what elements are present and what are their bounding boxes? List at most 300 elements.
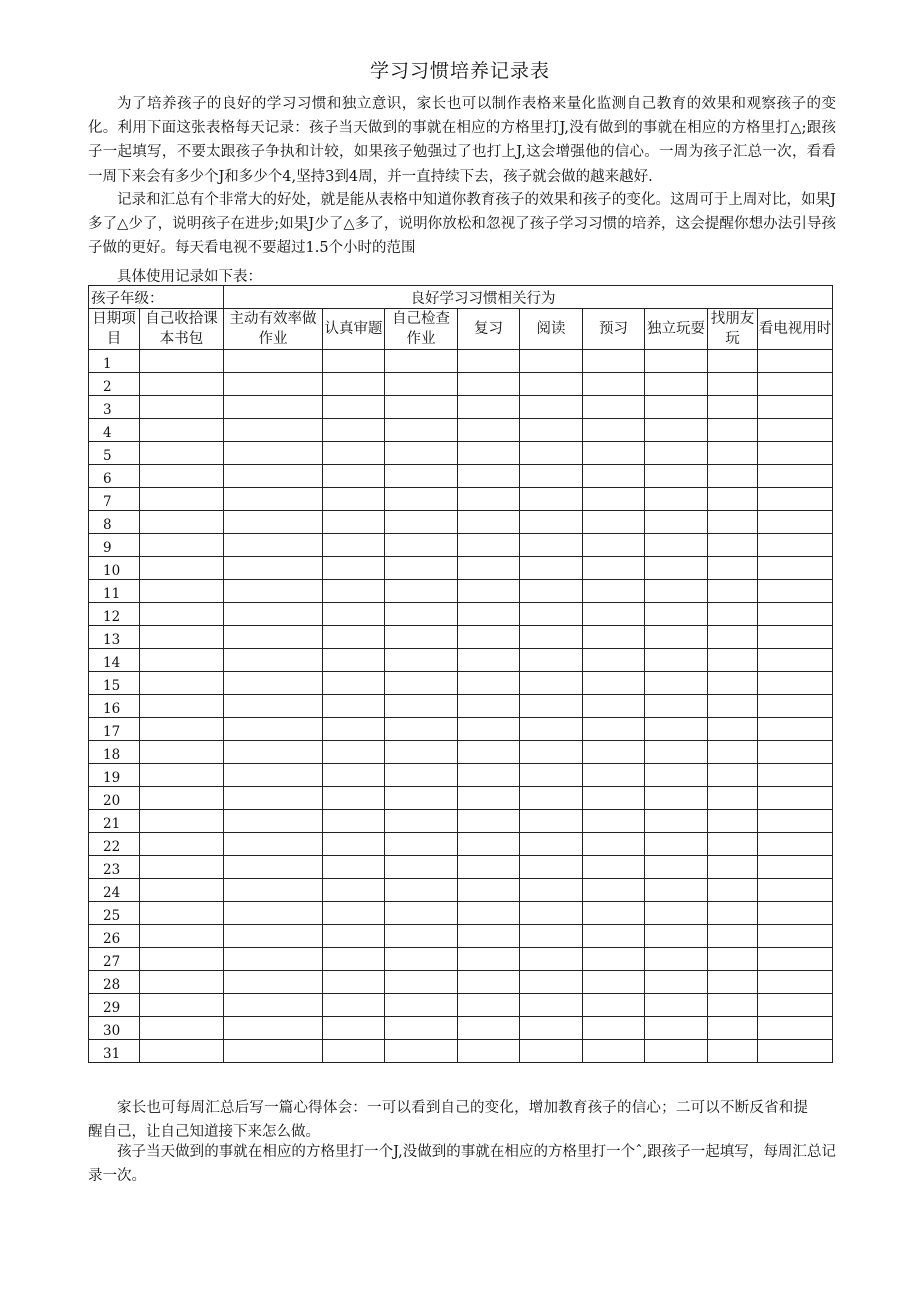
record-cell[interactable] [708, 534, 758, 557]
record-cell[interactable] [645, 534, 708, 557]
record-cell[interactable] [140, 741, 224, 764]
record-cell[interactable] [645, 925, 708, 948]
record-cell[interactable] [520, 1040, 583, 1063]
record-cell[interactable] [758, 465, 833, 488]
record-cell[interactable] [140, 971, 224, 994]
record-cell[interactable] [708, 925, 758, 948]
record-cell[interactable] [708, 856, 758, 879]
record-cell[interactable] [323, 856, 385, 879]
record-cell[interactable] [385, 603, 458, 626]
record-cell[interactable] [645, 833, 708, 856]
record-cell[interactable] [224, 465, 323, 488]
record-cell[interactable] [458, 350, 520, 373]
record-cell[interactable] [140, 649, 224, 672]
record-cell[interactable] [385, 902, 458, 925]
record-cell[interactable] [645, 764, 708, 787]
record-cell[interactable] [385, 465, 458, 488]
record-cell[interactable] [224, 741, 323, 764]
record-cell[interactable] [758, 1017, 833, 1040]
record-cell[interactable] [758, 856, 833, 879]
record-cell[interactable] [385, 994, 458, 1017]
record-cell[interactable] [520, 764, 583, 787]
record-cell[interactable] [758, 557, 833, 580]
record-cell[interactable] [708, 488, 758, 511]
record-cell[interactable] [224, 718, 323, 741]
record-cell[interactable] [645, 672, 708, 695]
record-cell[interactable] [140, 695, 224, 718]
record-cell[interactable] [708, 787, 758, 810]
record-cell[interactable] [583, 442, 645, 465]
record-cell[interactable] [224, 649, 323, 672]
record-cell[interactable] [140, 350, 224, 373]
record-cell[interactable] [458, 994, 520, 1017]
record-cell[interactable] [583, 994, 645, 1017]
record-cell[interactable] [645, 442, 708, 465]
record-cell[interactable] [385, 511, 458, 534]
record-cell[interactable] [645, 695, 708, 718]
record-cell[interactable] [224, 603, 323, 626]
record-cell[interactable] [385, 971, 458, 994]
record-cell[interactable] [708, 672, 758, 695]
record-cell[interactable] [758, 994, 833, 1017]
record-cell[interactable] [224, 442, 323, 465]
record-cell[interactable] [645, 350, 708, 373]
record-cell[interactable] [645, 373, 708, 396]
record-cell[interactable] [583, 741, 645, 764]
record-cell[interactable] [323, 994, 385, 1017]
record-cell[interactable] [520, 718, 583, 741]
record-cell[interactable] [224, 488, 323, 511]
record-cell[interactable] [458, 419, 520, 442]
record-cell[interactable] [583, 833, 645, 856]
record-cell[interactable] [224, 396, 323, 419]
record-cell[interactable] [224, 695, 323, 718]
record-cell[interactable] [520, 1017, 583, 1040]
record-cell[interactable] [224, 994, 323, 1017]
record-cell[interactable] [583, 511, 645, 534]
record-cell[interactable] [458, 718, 520, 741]
record-cell[interactable] [758, 1040, 833, 1063]
record-cell[interactable] [520, 442, 583, 465]
record-cell[interactable] [645, 902, 708, 925]
record-cell[interactable] [645, 718, 708, 741]
record-cell[interactable] [458, 557, 520, 580]
record-cell[interactable] [385, 557, 458, 580]
record-cell[interactable] [758, 442, 833, 465]
record-cell[interactable] [583, 718, 645, 741]
record-cell[interactable] [645, 1040, 708, 1063]
record-cell[interactable] [140, 833, 224, 856]
record-cell[interactable] [458, 902, 520, 925]
record-cell[interactable] [323, 419, 385, 442]
record-cell[interactable] [708, 580, 758, 603]
record-cell[interactable] [758, 971, 833, 994]
record-cell[interactable] [645, 396, 708, 419]
record-cell[interactable] [224, 856, 323, 879]
record-cell[interactable] [520, 649, 583, 672]
record-cell[interactable] [385, 833, 458, 856]
record-cell[interactable] [385, 626, 458, 649]
record-cell[interactable] [323, 764, 385, 787]
record-cell[interactable] [645, 879, 708, 902]
record-cell[interactable] [323, 442, 385, 465]
record-cell[interactable] [758, 764, 833, 787]
record-cell[interactable] [140, 511, 224, 534]
record-cell[interactable] [758, 396, 833, 419]
record-cell[interactable] [140, 488, 224, 511]
record-cell[interactable] [583, 350, 645, 373]
record-cell[interactable] [520, 833, 583, 856]
record-cell[interactable] [583, 948, 645, 971]
record-cell[interactable] [140, 465, 224, 488]
record-cell[interactable] [583, 1040, 645, 1063]
record-cell[interactable] [645, 626, 708, 649]
record-cell[interactable] [583, 856, 645, 879]
record-cell[interactable] [708, 649, 758, 672]
record-cell[interactable] [385, 1040, 458, 1063]
record-cell[interactable] [708, 1017, 758, 1040]
record-cell[interactable] [458, 787, 520, 810]
record-cell[interactable] [758, 373, 833, 396]
record-cell[interactable] [520, 994, 583, 1017]
record-cell[interactable] [140, 787, 224, 810]
record-cell[interactable] [708, 626, 758, 649]
record-cell[interactable] [645, 994, 708, 1017]
record-cell[interactable] [583, 649, 645, 672]
record-cell[interactable] [583, 902, 645, 925]
record-cell[interactable] [708, 373, 758, 396]
record-cell[interactable] [758, 902, 833, 925]
record-cell[interactable] [224, 787, 323, 810]
record-cell[interactable] [758, 626, 833, 649]
record-cell[interactable] [224, 557, 323, 580]
record-cell[interactable] [385, 787, 458, 810]
record-cell[interactable] [224, 879, 323, 902]
record-cell[interactable] [708, 465, 758, 488]
record-cell[interactable] [520, 419, 583, 442]
record-cell[interactable] [458, 373, 520, 396]
record-cell[interactable] [458, 649, 520, 672]
record-cell[interactable] [140, 580, 224, 603]
record-cell[interactable] [224, 580, 323, 603]
record-cell[interactable] [224, 764, 323, 787]
record-cell[interactable] [458, 442, 520, 465]
record-cell[interactable] [708, 948, 758, 971]
record-cell[interactable] [708, 603, 758, 626]
record-cell[interactable] [385, 925, 458, 948]
record-cell[interactable] [458, 695, 520, 718]
record-cell[interactable] [520, 488, 583, 511]
record-cell[interactable] [758, 879, 833, 902]
record-cell[interactable] [583, 1017, 645, 1040]
record-cell[interactable] [645, 787, 708, 810]
record-cell[interactable] [708, 879, 758, 902]
record-cell[interactable] [385, 419, 458, 442]
record-cell[interactable] [385, 396, 458, 419]
record-cell[interactable] [708, 994, 758, 1017]
record-cell[interactable] [520, 511, 583, 534]
record-cell[interactable] [645, 856, 708, 879]
record-cell[interactable] [458, 971, 520, 994]
record-cell[interactable] [583, 925, 645, 948]
record-cell[interactable] [458, 948, 520, 971]
record-cell[interactable] [520, 373, 583, 396]
record-cell[interactable] [645, 971, 708, 994]
record-cell[interactable] [140, 810, 224, 833]
record-cell[interactable] [520, 902, 583, 925]
record-cell[interactable] [323, 580, 385, 603]
record-cell[interactable] [758, 810, 833, 833]
record-cell[interactable] [645, 603, 708, 626]
record-cell[interactable] [323, 557, 385, 580]
record-cell[interactable] [140, 626, 224, 649]
record-cell[interactable] [520, 557, 583, 580]
record-cell[interactable] [520, 580, 583, 603]
record-cell[interactable] [323, 603, 385, 626]
record-cell[interactable] [458, 603, 520, 626]
record-cell[interactable] [323, 810, 385, 833]
record-cell[interactable] [385, 810, 458, 833]
record-cell[interactable] [385, 350, 458, 373]
record-cell[interactable] [583, 764, 645, 787]
record-cell[interactable] [758, 833, 833, 856]
record-cell[interactable] [323, 373, 385, 396]
record-cell[interactable] [140, 534, 224, 557]
record-cell[interactable] [708, 557, 758, 580]
record-cell[interactable] [520, 350, 583, 373]
record-cell[interactable] [520, 534, 583, 557]
record-cell[interactable] [458, 396, 520, 419]
record-cell[interactable] [520, 672, 583, 695]
record-cell[interactable] [758, 695, 833, 718]
record-cell[interactable] [458, 1017, 520, 1040]
record-cell[interactable] [708, 419, 758, 442]
record-cell[interactable] [583, 810, 645, 833]
record-cell[interactable] [140, 879, 224, 902]
record-cell[interactable] [458, 488, 520, 511]
record-cell[interactable] [140, 557, 224, 580]
record-cell[interactable] [520, 925, 583, 948]
record-cell[interactable] [323, 626, 385, 649]
record-cell[interactable] [224, 511, 323, 534]
record-cell[interactable] [140, 603, 224, 626]
record-cell[interactable] [708, 833, 758, 856]
record-cell[interactable] [758, 580, 833, 603]
record-cell[interactable] [323, 925, 385, 948]
record-cell[interactable] [583, 580, 645, 603]
record-cell[interactable] [224, 1017, 323, 1040]
record-cell[interactable] [385, 442, 458, 465]
record-cell[interactable] [224, 672, 323, 695]
record-cell[interactable] [385, 373, 458, 396]
record-cell[interactable] [708, 718, 758, 741]
record-cell[interactable] [385, 741, 458, 764]
record-cell[interactable] [758, 419, 833, 442]
record-cell[interactable] [458, 925, 520, 948]
record-cell[interactable] [323, 465, 385, 488]
record-cell[interactable] [520, 465, 583, 488]
record-cell[interactable] [140, 396, 224, 419]
record-cell[interactable] [458, 856, 520, 879]
record-cell[interactable] [645, 419, 708, 442]
record-cell[interactable] [708, 810, 758, 833]
record-cell[interactable] [758, 925, 833, 948]
record-cell[interactable] [385, 879, 458, 902]
record-cell[interactable] [520, 695, 583, 718]
record-cell[interactable] [458, 626, 520, 649]
record-cell[interactable] [224, 948, 323, 971]
record-cell[interactable] [140, 1040, 224, 1063]
record-cell[interactable] [645, 649, 708, 672]
record-cell[interactable] [224, 1040, 323, 1063]
record-cell[interactable] [140, 419, 224, 442]
record-cell[interactable] [140, 902, 224, 925]
record-cell[interactable] [458, 511, 520, 534]
record-cell[interactable] [323, 1040, 385, 1063]
record-cell[interactable] [323, 695, 385, 718]
record-cell[interactable] [385, 488, 458, 511]
record-cell[interactable] [323, 396, 385, 419]
record-cell[interactable] [224, 902, 323, 925]
record-cell[interactable] [708, 396, 758, 419]
record-cell[interactable] [708, 442, 758, 465]
record-cell[interactable] [458, 534, 520, 557]
record-cell[interactable] [708, 764, 758, 787]
record-cell[interactable] [458, 1040, 520, 1063]
record-cell[interactable] [645, 741, 708, 764]
record-cell[interactable] [758, 511, 833, 534]
record-cell[interactable] [140, 672, 224, 695]
record-cell[interactable] [458, 879, 520, 902]
record-cell[interactable] [140, 994, 224, 1017]
record-cell[interactable] [323, 672, 385, 695]
record-cell[interactable] [708, 695, 758, 718]
record-cell[interactable] [645, 948, 708, 971]
record-cell[interactable] [583, 787, 645, 810]
record-cell[interactable] [583, 695, 645, 718]
record-cell[interactable] [323, 350, 385, 373]
record-cell[interactable] [140, 948, 224, 971]
record-cell[interactable] [520, 879, 583, 902]
record-cell[interactable] [758, 948, 833, 971]
record-cell[interactable] [224, 925, 323, 948]
record-cell[interactable] [323, 902, 385, 925]
record-cell[interactable] [583, 879, 645, 902]
record-cell[interactable] [323, 787, 385, 810]
record-cell[interactable] [520, 810, 583, 833]
record-cell[interactable] [520, 626, 583, 649]
record-cell[interactable] [140, 718, 224, 741]
record-cell[interactable] [583, 626, 645, 649]
record-cell[interactable] [458, 465, 520, 488]
record-cell[interactable] [458, 810, 520, 833]
record-cell[interactable] [583, 971, 645, 994]
record-cell[interactable] [520, 856, 583, 879]
record-cell[interactable] [458, 764, 520, 787]
record-cell[interactable] [645, 465, 708, 488]
record-cell[interactable] [140, 442, 224, 465]
record-cell[interactable] [385, 948, 458, 971]
record-cell[interactable] [758, 672, 833, 695]
record-cell[interactable] [140, 373, 224, 396]
record-cell[interactable] [583, 603, 645, 626]
record-cell[interactable] [323, 741, 385, 764]
record-cell[interactable] [323, 718, 385, 741]
record-cell[interactable] [224, 350, 323, 373]
record-cell[interactable] [708, 1040, 758, 1063]
record-cell[interactable] [758, 350, 833, 373]
record-cell[interactable] [520, 396, 583, 419]
record-cell[interactable] [385, 534, 458, 557]
record-cell[interactable] [385, 718, 458, 741]
record-cell[interactable] [520, 948, 583, 971]
record-cell[interactable] [140, 764, 224, 787]
record-cell[interactable] [140, 925, 224, 948]
record-cell[interactable] [708, 971, 758, 994]
record-cell[interactable] [758, 488, 833, 511]
record-cell[interactable] [758, 649, 833, 672]
record-cell[interactable] [323, 833, 385, 856]
record-cell[interactable] [520, 603, 583, 626]
record-cell[interactable] [645, 1017, 708, 1040]
record-cell[interactable] [520, 787, 583, 810]
record-cell[interactable] [645, 580, 708, 603]
record-cell[interactable] [140, 856, 224, 879]
record-cell[interactable] [323, 649, 385, 672]
record-cell[interactable] [645, 810, 708, 833]
record-cell[interactable] [385, 580, 458, 603]
record-cell[interactable] [583, 465, 645, 488]
record-cell[interactable] [224, 373, 323, 396]
record-cell[interactable] [758, 787, 833, 810]
record-cell[interactable] [385, 1017, 458, 1040]
record-cell[interactable] [385, 764, 458, 787]
record-cell[interactable] [583, 672, 645, 695]
record-cell[interactable] [385, 672, 458, 695]
record-cell[interactable] [385, 856, 458, 879]
record-cell[interactable] [458, 580, 520, 603]
record-cell[interactable] [583, 534, 645, 557]
record-cell[interactable] [323, 948, 385, 971]
record-cell[interactable] [323, 971, 385, 994]
record-cell[interactable] [323, 879, 385, 902]
record-cell[interactable] [520, 971, 583, 994]
record-cell[interactable] [645, 488, 708, 511]
record-cell[interactable] [708, 350, 758, 373]
record-cell[interactable] [458, 672, 520, 695]
record-cell[interactable] [323, 1017, 385, 1040]
record-cell[interactable] [583, 419, 645, 442]
record-cell[interactable] [224, 810, 323, 833]
record-cell[interactable] [385, 695, 458, 718]
record-cell[interactable] [758, 603, 833, 626]
record-cell[interactable] [645, 511, 708, 534]
record-cell[interactable] [583, 488, 645, 511]
record-cell[interactable] [758, 534, 833, 557]
record-cell[interactable] [224, 833, 323, 856]
record-cell[interactable] [758, 741, 833, 764]
record-cell[interactable] [583, 396, 645, 419]
record-cell[interactable] [708, 741, 758, 764]
record-cell[interactable] [224, 534, 323, 557]
record-cell[interactable] [224, 419, 323, 442]
record-cell[interactable] [708, 511, 758, 534]
record-cell[interactable] [224, 626, 323, 649]
record-cell[interactable] [385, 649, 458, 672]
record-cell[interactable] [758, 718, 833, 741]
record-cell[interactable] [520, 741, 583, 764]
record-cell[interactable] [323, 488, 385, 511]
